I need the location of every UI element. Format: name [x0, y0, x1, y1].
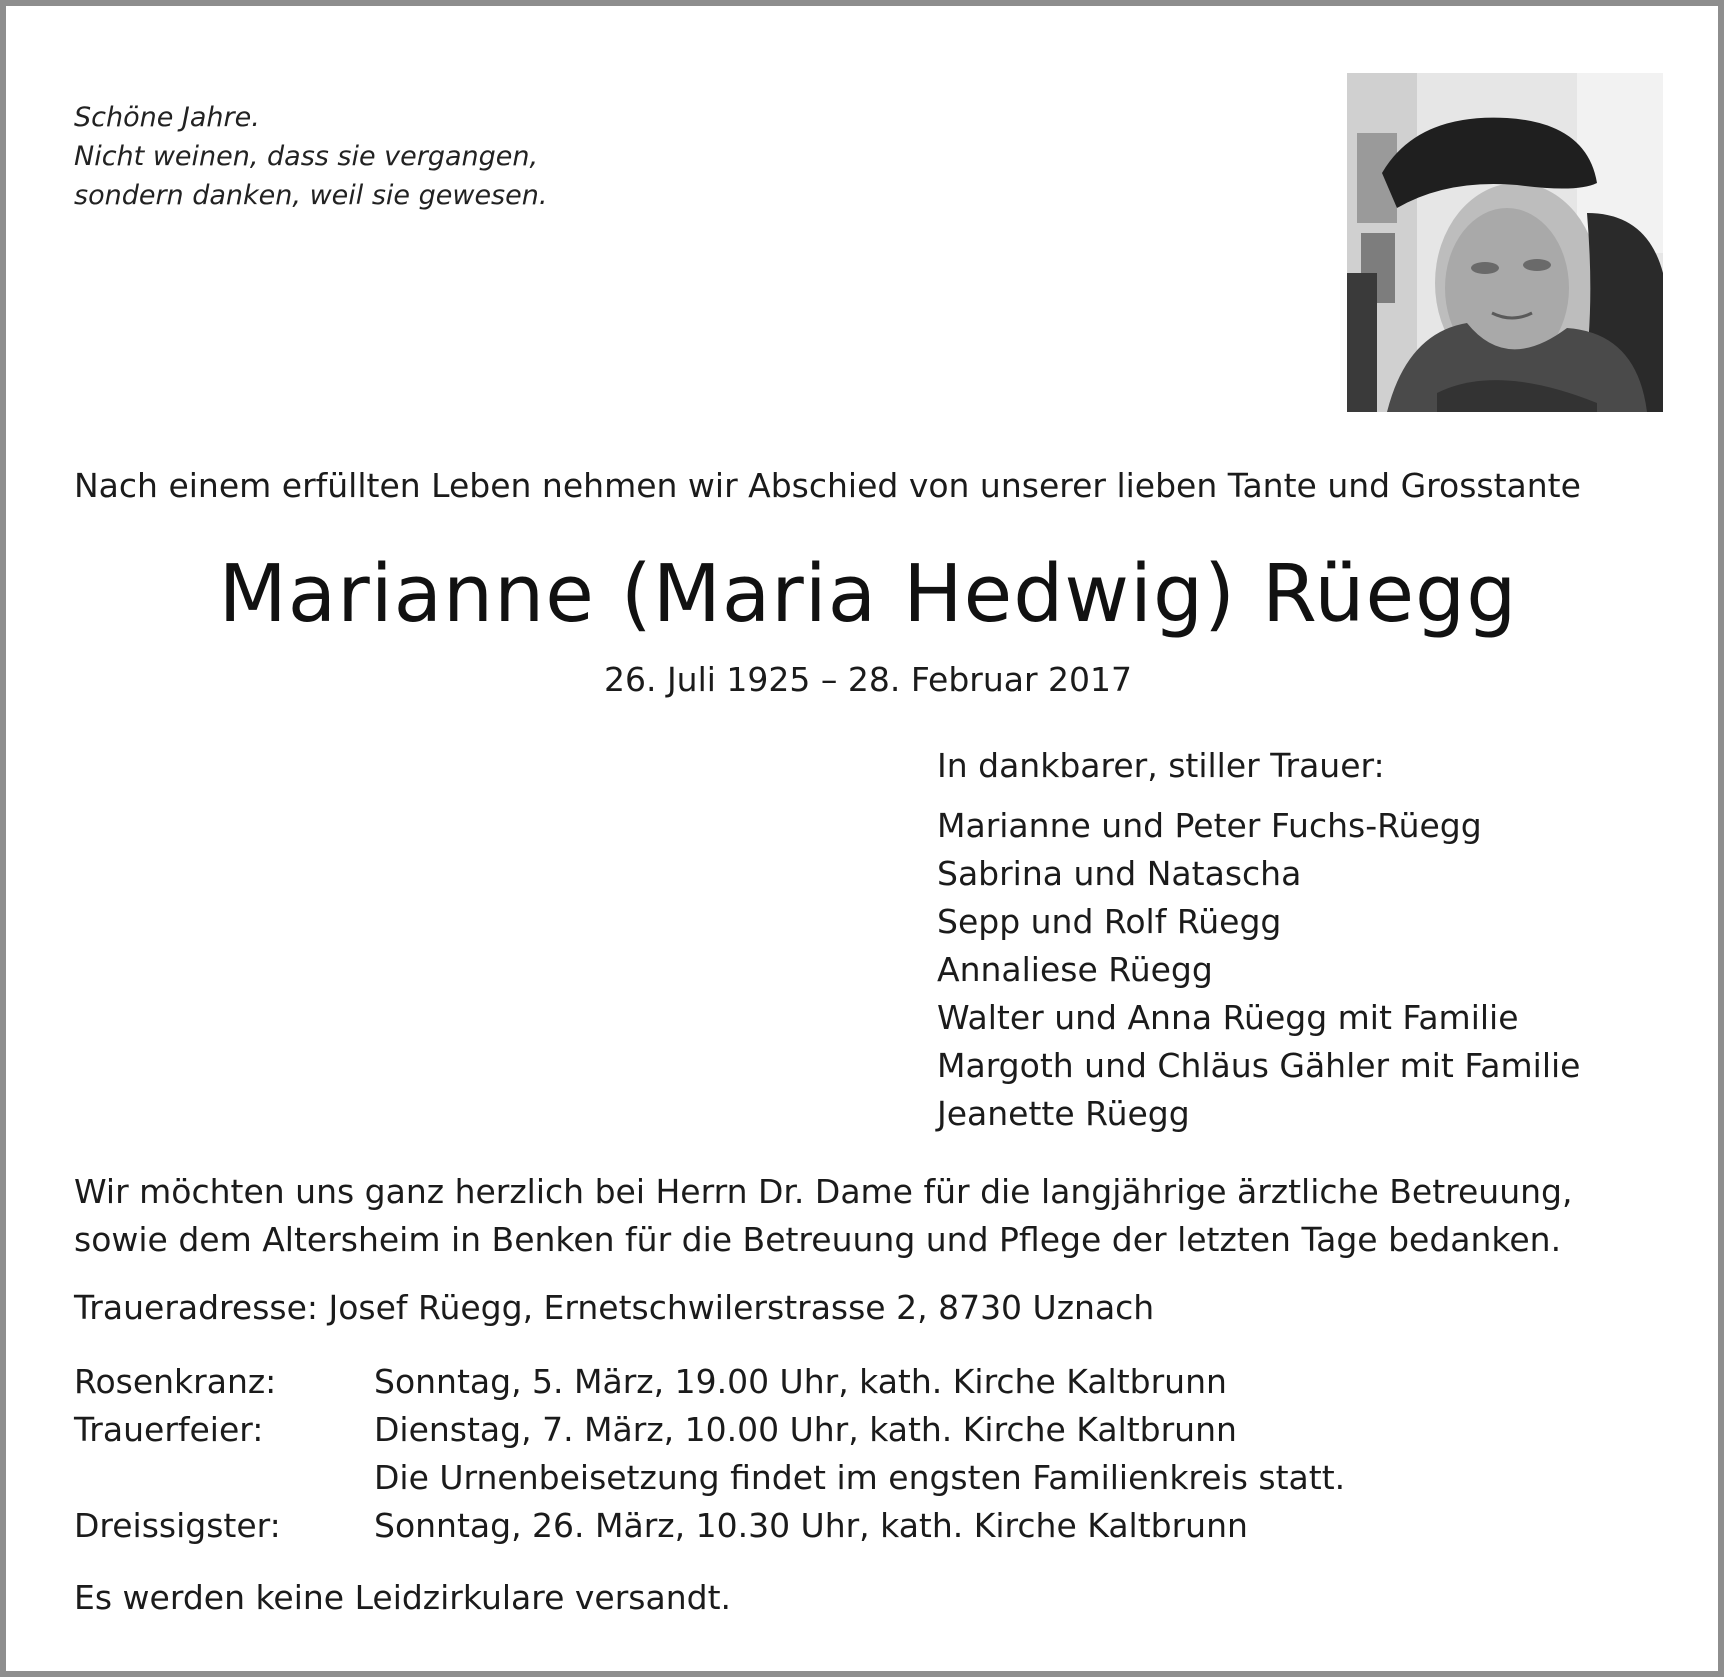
- mourner-name: Walter und Anna Rüegg mit Familie: [937, 998, 1519, 1037]
- mourner-name: Annaliese Rüegg: [937, 950, 1213, 989]
- deceased-name: Marianne (Maria Hedwig) Rüegg: [218, 548, 1518, 640]
- event-row: [74, 1502, 1345, 1550]
- intro-line: Nach einem erfüllten Leben nehmen wir Abschied von unserer lieben Tante und Grosstante: [74, 466, 1581, 505]
- mourner-name: Sabrina und Natascha: [937, 854, 1302, 893]
- thanks-line: Wir möchten uns ganz herzlich bei Herrn Dr. Dame für die langjährige ärztliche Betreuung,: [74, 1172, 1573, 1211]
- events-list: [74, 1358, 1345, 1550]
- event-label: Trauerfeier:: [74, 1410, 264, 1449]
- event-label: Rosenkranz:: [74, 1362, 277, 1401]
- event-row: [74, 1454, 1345, 1502]
- thanks-paragraph: [74, 1168, 1572, 1264]
- mourner-name: Margoth und Chläus Gähler mit Familie: [937, 1046, 1581, 1085]
- motto-line: sondern danken, weil sie gewesen.: [74, 180, 548, 211]
- mourners-block: [937, 742, 1580, 1138]
- mourner-name: Jeanette Rüegg: [937, 1094, 1190, 1133]
- portrait-photo: [1347, 73, 1663, 412]
- thanks-line: sowie dem Altersheim in Benken für die Betreuung und Pflege der letzten Tage bedanken.: [74, 1220, 1562, 1259]
- event-label: [74, 1454, 374, 1502]
- mourning-address: Traueradresse: Josef Rüegg, Ernetschwilerstrasse 2, 8730 Uznach: [74, 1288, 1155, 1327]
- mourner-name: Marianne und Peter Fuchs-Rüegg: [937, 806, 1482, 845]
- event-text: Die Urnenbeisetzung findet im engsten Familienkreis statt.: [374, 1458, 1346, 1497]
- event-text: Sonntag, 5. März, 19.00 Uhr, kath. Kirche Kaltbrunn: [374, 1362, 1227, 1401]
- life-dates: 26. Juli 1925 – 28. Februar 2017: [603, 660, 1133, 699]
- event-text: Sonntag, 26. März, 10.30 Uhr, kath. Kirche Kaltbrunn: [374, 1506, 1248, 1545]
- event-text: Dienstag, 7. März, 10.00 Uhr, kath. Kirche Kaltbrunn: [374, 1410, 1237, 1449]
- closing-note: Es werden keine Leidzirkulare versandt.: [74, 1578, 732, 1617]
- mourners-lead: In dankbarer, stiller Trauer:: [937, 746, 1385, 785]
- motto-line: Schöne Jahre.: [74, 102, 260, 133]
- mourner-name: Sepp und Rolf Rüegg: [937, 902, 1282, 941]
- event-row: [74, 1358, 1345, 1406]
- event-row: [74, 1406, 1345, 1454]
- motto-line: Nicht weinen, dass sie vergangen,: [74, 141, 539, 172]
- event-label: Dreissigster:: [74, 1506, 281, 1545]
- motto-quote: [74, 98, 547, 215]
